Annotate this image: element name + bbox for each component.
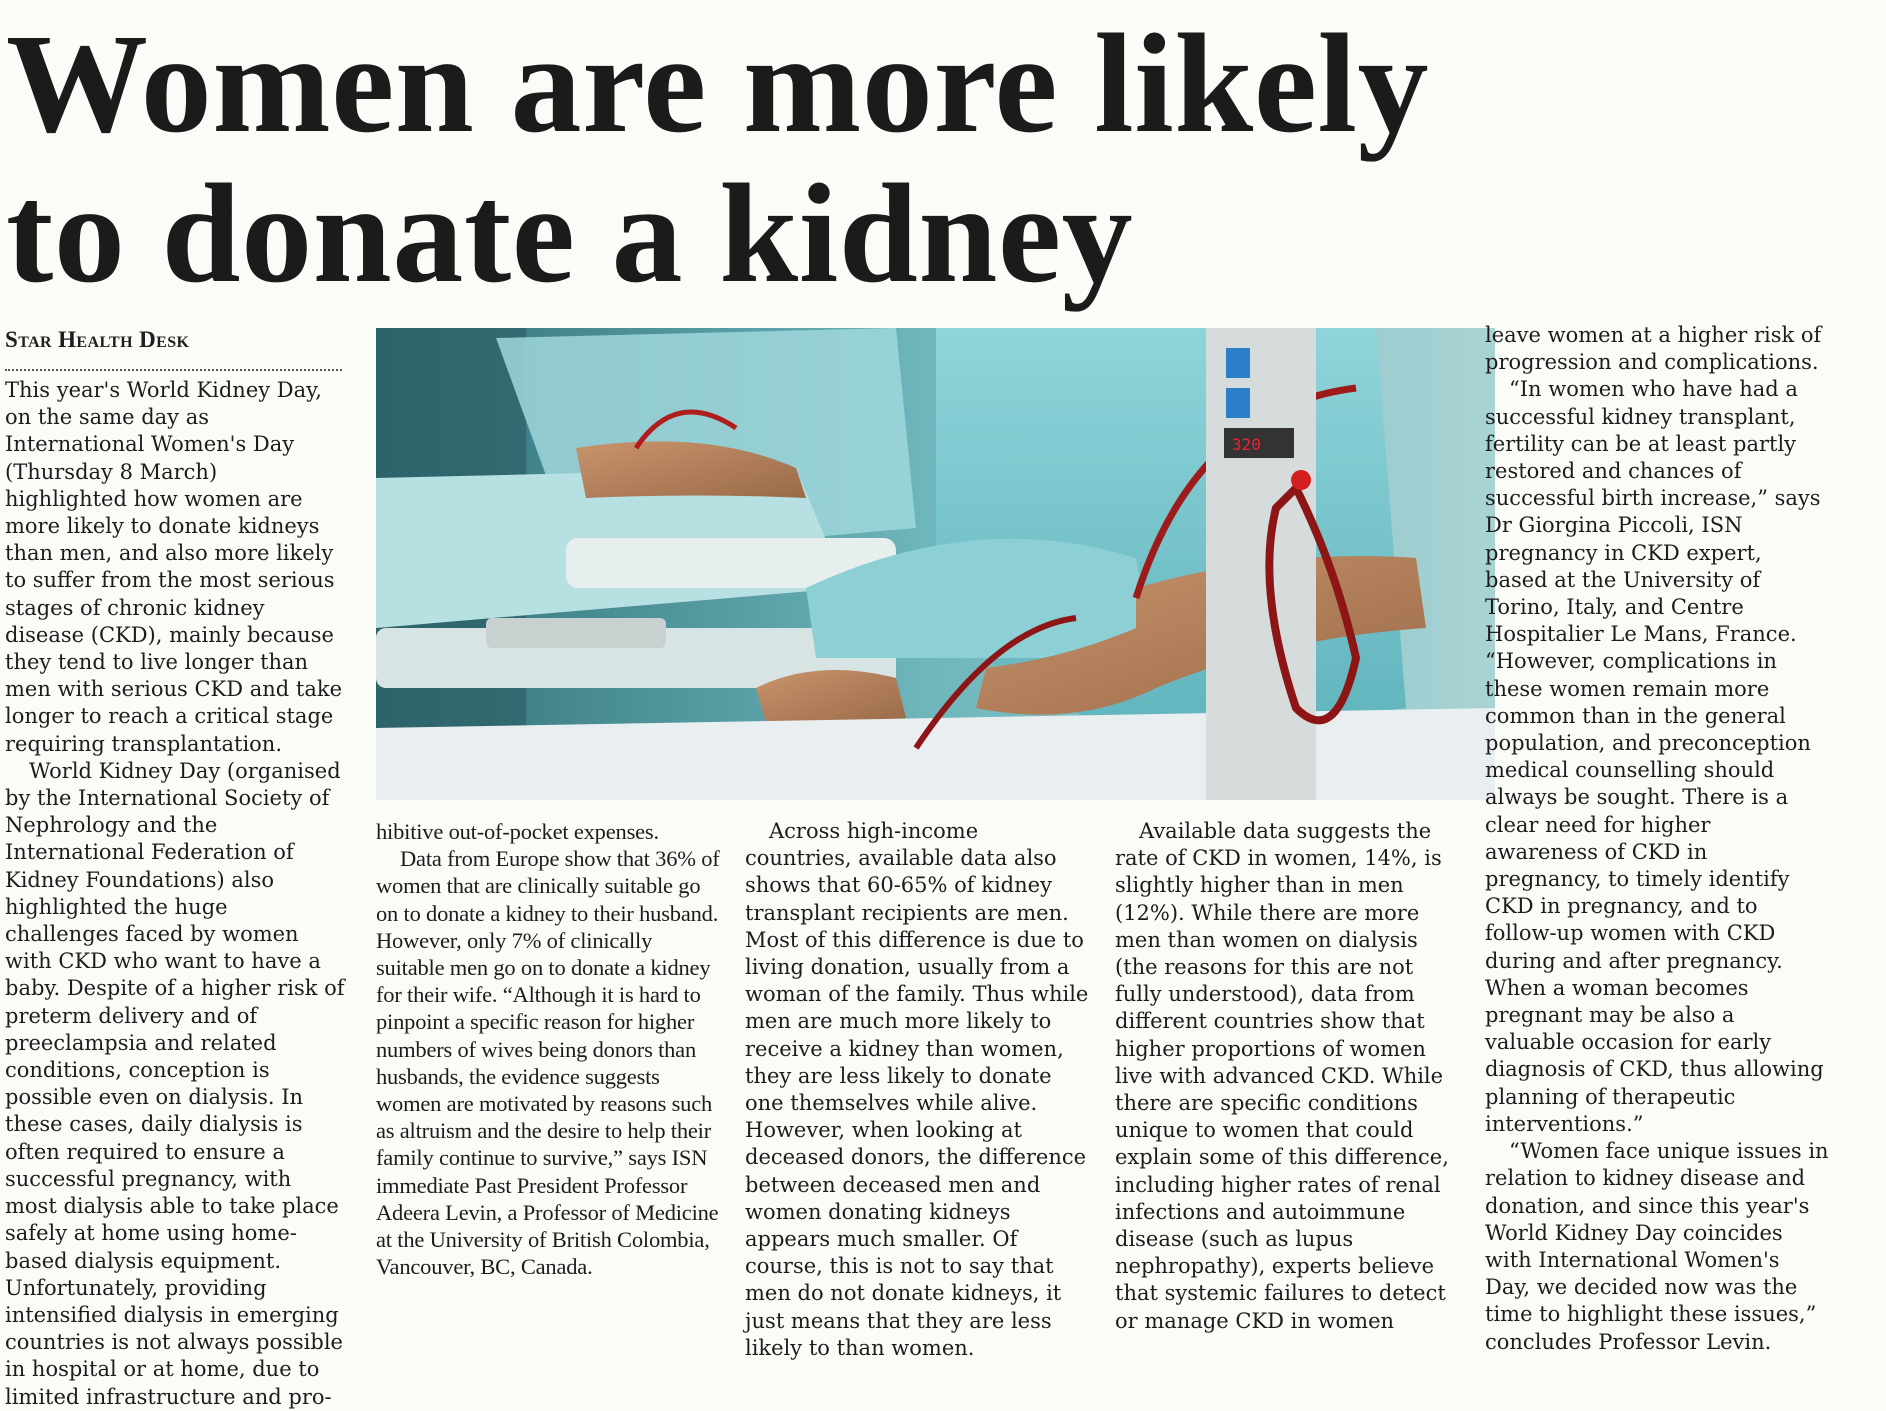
- article-column-4: [1115, 818, 1460, 1335]
- headline-line-1: Women are more likely: [6, 4, 1430, 162]
- paragraph: Across high-income countries, available data also shows that 60-65% of kidney transplant recipients are men. Most of this difference is due to living donation, usually from a woman of the family. Thus while men are much more likely to receive a kidney than women, they are less likely to donate one themselves while alive. However, when looking at deceased donors, the difference between deceased men and women donating kidneys appears much smaller. Of course, this is not to say that men do not donate kidneys, it just means that they are less likely to than women.: [745, 819, 1089, 1360]
- paragraph: Data from Europe show that 36% of women that are clinically suitable go on to donate a kidney to their husband. However, only 7% of clinically suitable men go on to donate a kidney for their wife. “Although it is hard to pinpoint a specific reason for higher numbers of wives being donors than husbands, the evidence suggests women are motivated by reasons such as altruism and the desire to help their family continue to survive,” says ISN immediate Past President Professor Adeera Levin, a Professor of Medicine at the University of British Colombia, Vancouver, BC, Canada.: [376, 846, 720, 1280]
- article-column-5: [1485, 322, 1830, 1356]
- machine-display-readout: 320: [1232, 435, 1261, 454]
- article-column-3: [745, 818, 1090, 1362]
- article-column-1: [5, 377, 345, 1411]
- byline: Star Health Desk: [5, 327, 190, 352]
- dialysis-patients-photo: [376, 328, 1495, 800]
- headline-line-2: to donate a kidney: [6, 154, 1134, 312]
- paragraph: leave women at a higher risk of progression and complications.: [1485, 323, 1822, 375]
- article-column-2: [376, 818, 721, 1280]
- paragraph: World Kidney Day (organised by the International Society of Nephrology and the International Federation of Kidney Foundations) also highlighted the huge challenges faced by women with CKD who want to have a baby. Despite of a higher risk of preterm delivery and of preeclampsia and related conditions, conception is possible even on dialysis. In these cases, daily dialysis is often required to ensure a successful pregnancy, with most dialysis able to take place safely at home using home-based dialysis equipment. Unfortunately, providing intensified dialysis in emerging countries is not always possible in hospital or at home, due to limited infrastructure and pro-: [5, 758, 345, 1409]
- paragraph: “In women who have had a successful kidney transplant, fertility can be at least partly restored and chances of successful birth increase,” says Dr Giorgina Piccoli, ISN pregnancy in CKD expert, based at the University of Torino, Italy, and Centre Hospitalier Le Mans, France. “However, complications in these women remain more common than in the general population, and preconception medical counselling should always be sought. There is a clear need for higher awareness of CKD in pregnancy, to timely identify CKD in pregnancy, and to follow-up women with CKD during and after pregnancy. When a woman becomes pregnant may be also a valuable occasion for early diagnosis of CKD, thus allowing planning of therapeutic interventions.”: [1485, 377, 1824, 1136]
- paragraph: “Women face unique issues in relation to kidney disease and donation, and since this year's World Kidney Day coincides with International Women's Day, we decided now was the time to highlight these issues,” concludes Professor Levin.: [1485, 1139, 1829, 1354]
- photo-illustration: [376, 328, 1495, 800]
- paragraph: This year's World Kidney Day, on the same day as International Women's Day (Thursday 8 March) highlighted how women are more likely to donate kidneys than men, and also more likely to suffer from the most serious stages of chronic kidney disease (CKD), mainly because they tend to live longer than men with serious CKD and take longer to reach a critical stage requiring transplantation.: [5, 378, 342, 756]
- paragraph: hibitive out-of-pocket expenses.: [376, 819, 659, 844]
- headline: [6, 4, 1556, 312]
- paragraph: Available data suggests the rate of CKD in women, 14%, is slightly higher than in men (12%). While there are more men than women on dialysis (the reasons for this are not fully understood), data from different countries show that higher proportions of women live with advanced CKD. While there are specific conditions unique to women that could explain some of this difference, including higher rates of renal infections and autoimmune disease (such as lupus nephropathy), experts believe that systemic failures to detect or manage CKD in women: [1115, 819, 1449, 1333]
- byline-divider: [5, 369, 342, 371]
